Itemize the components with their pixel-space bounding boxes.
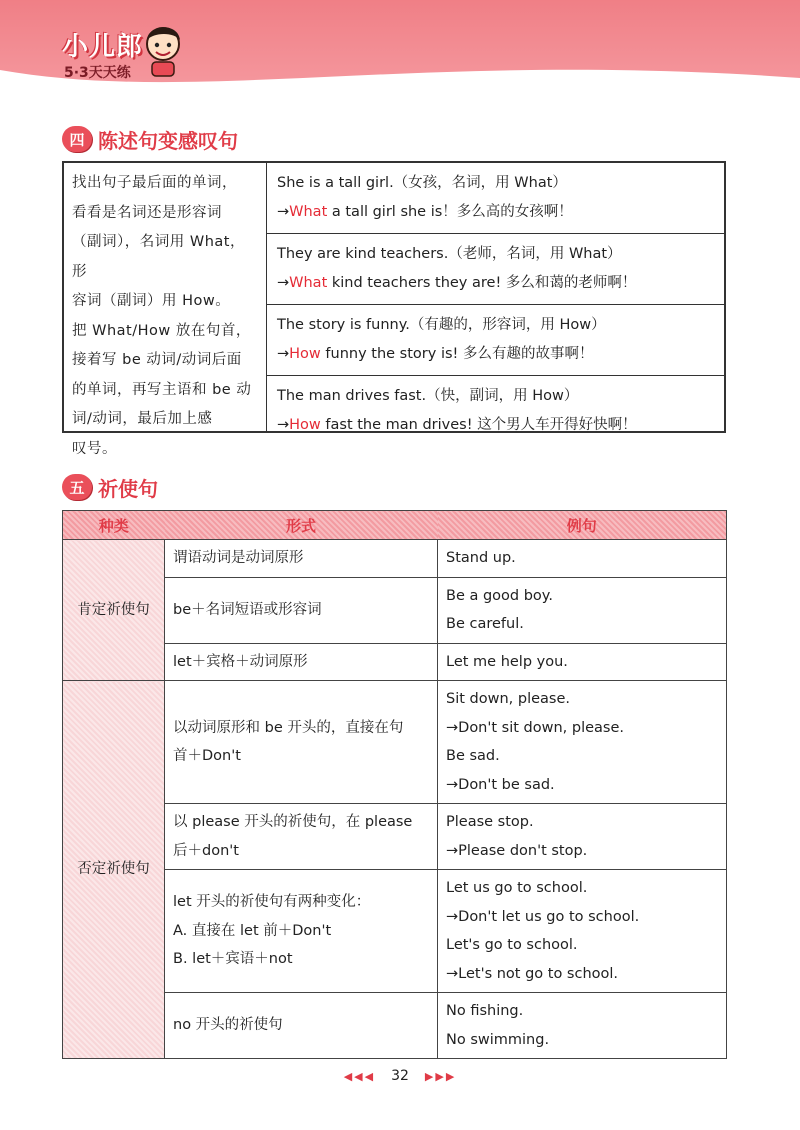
original-sentence: The man drives fast.（快，副词，用 How） <box>277 388 579 404</box>
example-cell <box>438 577 727 643</box>
header-example: 例句 <box>438 511 727 540</box>
section-five-heading <box>62 472 158 502</box>
section-title: 陈述句变感叹句 <box>98 128 238 153</box>
kind-affirmative: 肯定祈使句 <box>63 540 165 681</box>
table-row <box>63 681 727 804</box>
section-number-badge: 五 <box>62 474 92 500</box>
form-text: 以 please 开头的祈使句，在 please <box>173 814 413 830</box>
example-text: Let me help you. <box>446 653 568 670</box>
example-text: Let us go to school. <box>446 880 588 896</box>
rule-line: 接着写 be 动词/动词后面 <box>72 352 242 368</box>
sentence-rest: a tall girl she is！多么高的女孩啊！ <box>327 204 573 220</box>
rule-line: （副词），名词用 What，形 <box>72 234 245 280</box>
example-text: →Don't let us go to school. <box>446 908 640 925</box>
form-cell <box>165 993 438 1059</box>
example-text: Let's go to school. <box>446 937 578 953</box>
section-four-heading <box>62 124 238 154</box>
right-arrows-icon: ▶▶▶ <box>424 1069 457 1083</box>
arrow-icon: → <box>277 204 290 220</box>
example-text: Stand up. <box>446 550 516 566</box>
example-row <box>267 376 724 446</box>
converted-sentence <box>277 411 714 440</box>
keyword: What <box>289 204 328 220</box>
form-text: let＋宾格＋动词原形 <box>173 653 308 670</box>
form-text: B. let＋宾语＋not <box>173 951 293 968</box>
example-row <box>267 234 724 305</box>
converted-sentence <box>277 198 714 227</box>
table-row <box>63 540 727 578</box>
form-text: 首＋Don't <box>173 748 241 764</box>
form-text: let 开头的祈使句有两种变化： <box>173 894 371 911</box>
arrow-icon: → <box>277 346 290 362</box>
sentence-rest: kind teachers they are! 多么和蔼的老师啊！ <box>327 275 637 291</box>
example-text: →Don't sit down, please. <box>446 719 625 736</box>
example-cell <box>438 643 727 681</box>
example-row <box>267 163 724 234</box>
example-cell <box>438 540 727 578</box>
rule-line: 容词（副词）用 How。 <box>72 293 231 309</box>
keyword: How <box>289 417 321 433</box>
keyword: What <box>289 275 328 291</box>
example-text: →Please don't stop. <box>446 842 588 859</box>
form-cell <box>165 577 438 643</box>
mascot-boy-icon <box>140 20 186 78</box>
example-text: Be sad. <box>446 748 500 764</box>
form-cell <box>165 804 438 870</box>
rule-line: 看看是名词还是形容词 <box>72 204 222 221</box>
example-text: No swimming. <box>446 1031 550 1048</box>
rule-description <box>64 163 267 457</box>
section-number-badge: 四 <box>62 126 92 152</box>
form-cell <box>165 643 438 681</box>
logo-title: 小儿郎 <box>62 32 144 62</box>
page-number: 32 <box>391 1068 409 1084</box>
example-text: Please stop. <box>446 814 534 830</box>
form-text: 以动词原形和 be 开头的，直接在句 <box>173 719 404 736</box>
example-text: →Let's not go to school. <box>446 965 619 982</box>
form-text: be＋名词短语或形容词 <box>173 601 322 618</box>
form-cell <box>165 681 438 804</box>
original-sentence: The story is funny.（有趣的，形容词，用 How） <box>277 317 606 333</box>
form-cell <box>165 870 438 993</box>
section-title: 祈使句 <box>98 476 158 501</box>
arrow-icon: → <box>277 417 290 433</box>
converted-sentence <box>277 269 714 298</box>
example-text: Be a good boy. <box>446 587 553 604</box>
logo-subtitle: 5·3天天练 <box>64 65 131 81</box>
sentence-rest: funny the story is! 多么有趣的故事啊！ <box>320 346 594 362</box>
imperative-table <box>62 510 727 1059</box>
page-footer <box>0 1064 800 1088</box>
rule-line: 词/动词，最后加上感 <box>72 411 213 427</box>
original-sentence: She is a tall girl.（女孩，名词，用 What） <box>277 175 567 191</box>
example-cell <box>438 993 727 1059</box>
table-header-row <box>63 511 727 540</box>
header-banner <box>0 0 800 96</box>
sentence-rest: fast the man drives! 这个男人车开得好快啊！ <box>320 417 637 433</box>
example-text: →Don't be sad. <box>446 776 555 793</box>
form-text: 谓语动词是动词原形 <box>173 550 304 566</box>
example-cell <box>438 804 727 870</box>
form-text: A. 直接在 let 前＋Don't <box>173 922 332 939</box>
example-row <box>267 305 724 376</box>
example-cell <box>438 870 727 993</box>
example-text: No fishing. <box>446 1003 524 1019</box>
rule-line: 找出句子最后面的单词， <box>72 175 237 191</box>
converted-sentence <box>277 340 714 369</box>
left-arrows-icon: ◀◀◀ <box>343 1069 376 1083</box>
keyword: How <box>289 346 321 362</box>
form-text: 后＋don't <box>173 842 239 859</box>
arrow-icon: → <box>277 275 290 291</box>
exclamatory-table <box>62 161 726 457</box>
header-form: 形式 <box>165 511 438 540</box>
form-cell <box>165 540 438 578</box>
rule-line: 的单词，再写主语和 be 动 <box>72 381 252 398</box>
example-text: Sit down, please. <box>446 691 570 707</box>
examples-column <box>267 163 724 431</box>
rule-line: 叹号。 <box>72 440 117 457</box>
kind-negative: 否定祈使句 <box>63 681 165 1059</box>
original-sentence: They are kind teachers.（老师，名词，用 What） <box>277 246 622 262</box>
example-cell <box>438 681 727 804</box>
rule-line: 把 What/How 放在句首， <box>72 322 251 339</box>
header-kind: 种类 <box>63 511 165 540</box>
example-text: Be careful. <box>446 616 524 632</box>
form-text: no 开头的祈使句 <box>173 1017 283 1034</box>
